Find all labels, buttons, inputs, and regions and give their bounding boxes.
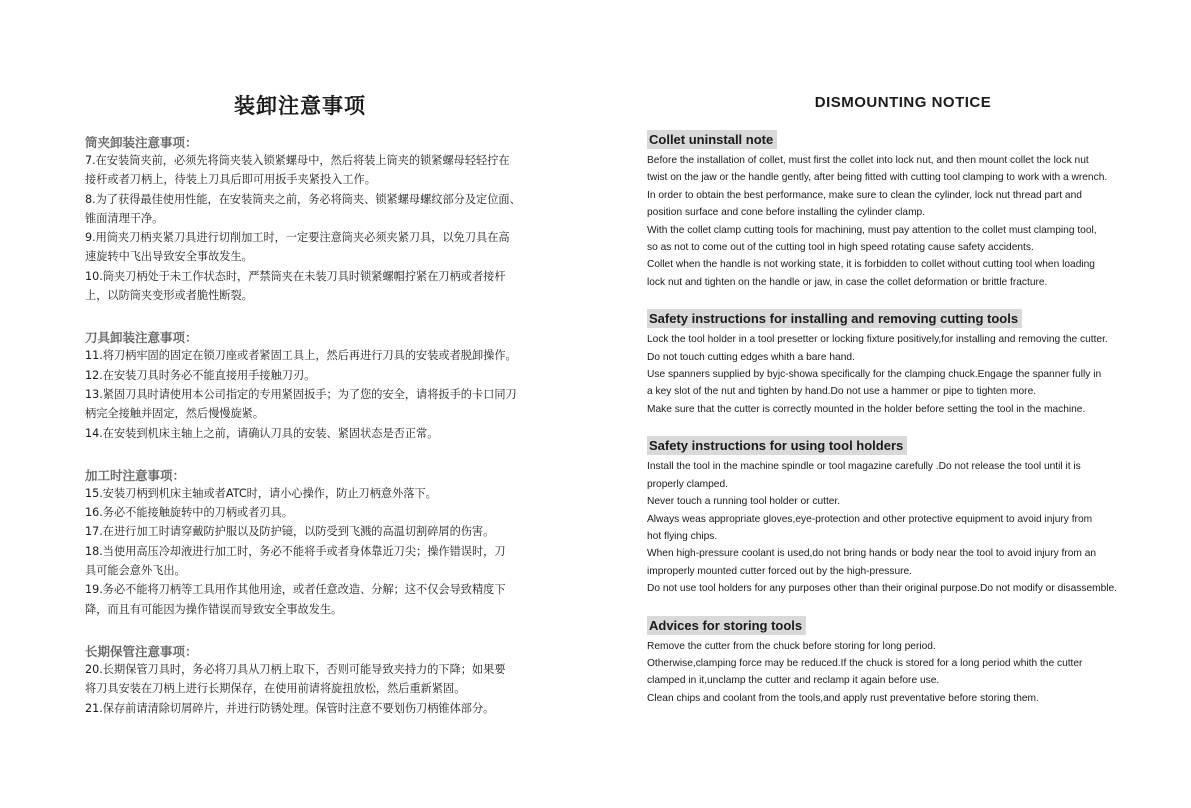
section-heading: Safety instructions for using tool holders bbox=[647, 436, 907, 455]
text-line: 上，以防筒夹变形或者脆性断裂。 bbox=[85, 289, 253, 303]
text-line: 锥面清理干净。 bbox=[85, 211, 164, 225]
english-section bbox=[647, 129, 1177, 291]
text-line: 16.务必不能接触旋转中的刀柄或者刃具。 bbox=[85, 506, 293, 520]
text-line: 具可能会意外飞出。 bbox=[85, 564, 186, 578]
text-line: 18.当使用高压冷却液进行加工时，务必不能将手或者身体靠近刀尖；操作错误时，刀 bbox=[85, 544, 506, 558]
english-section bbox=[647, 615, 1177, 708]
text-line: When high-pressure coolant is used,do not bring hands or body near the tool to avoid injury from an bbox=[647, 548, 1097, 560]
text-line: Always weas appropriate gloves,eye-protection and other protective equipment to avoid injury from bbox=[647, 513, 1093, 525]
text-line: 17.在进行加工时请穿戴防护服以及防护镜，以防受到飞溅的高温切割碎屑的伤害。 bbox=[85, 525, 495, 539]
section-heading: 加工时注意事项： bbox=[85, 467, 186, 483]
section-heading: 长期保管注意事项： bbox=[85, 643, 198, 659]
section-heading-wrap bbox=[85, 641, 565, 660]
english-section bbox=[647, 308, 1177, 418]
text-line: twist on the jaw or the handle gently, after being fitted with cutting tool clamping to work with a wrench. bbox=[647, 172, 1108, 184]
section-heading-wrap bbox=[647, 308, 1177, 331]
text-line: 柄完全接触并固定，然后慢慢旋紧。 bbox=[85, 407, 265, 421]
text-line: hot flying chips. bbox=[647, 530, 718, 542]
section-heading-wrap bbox=[647, 615, 1177, 638]
text-line: 降，而且有可能因为操作错误而导致安全事故发生。 bbox=[85, 602, 343, 616]
text-line: so as not to come out of the cutting tool in high speed rotating cause safety accidents. bbox=[647, 242, 1034, 254]
section-heading: 刀具卸装注意事项： bbox=[85, 330, 198, 346]
text-line: Install the tool in the machine spindle or tool magazine carefully .Do not release the tool until it is bbox=[647, 461, 1081, 473]
section-heading-wrap bbox=[647, 435, 1177, 458]
text-line: Do not use tool holders for any purposes other than their original purpose.Do not modify or disassemble. bbox=[647, 583, 1118, 595]
text-line: Never touch a running tool holder or cutter. bbox=[647, 496, 841, 508]
chinese-section bbox=[85, 327, 565, 442]
section-heading-wrap bbox=[647, 129, 1177, 152]
text-line: improperly mounted cutter forced out by the high-pressure. bbox=[647, 565, 913, 577]
chinese-section bbox=[85, 132, 565, 305]
section-heading: Collet uninstall note bbox=[647, 130, 777, 149]
section-heading-wrap bbox=[85, 465, 565, 484]
chinese-section bbox=[85, 641, 565, 718]
text-line: Use spanners supplied by byjc-showa specifically for the clamping chuck.Engage the spanner fully in bbox=[647, 369, 1102, 381]
text-line: 19.务必不能将刀柄等工具用作其他用途，或者任意改造、分解；这不仅会导致精度下 bbox=[85, 583, 506, 597]
section-heading: Advices for storing tools bbox=[647, 616, 806, 635]
text-line: 11.将刀柄牢固的固定在锁刀座或者紧固工具上，然后再进行刀具的安装或者脱卸操作。 bbox=[85, 349, 517, 363]
text-line: properly clamped. bbox=[647, 478, 728, 490]
text-line: 7.在安装筒夹前，必须先将筒夹装入锁紧螺母中，然后将装上筒夹的锁紧螺母轻轻拧在 bbox=[85, 154, 510, 167]
section-heading-wrap bbox=[85, 327, 565, 346]
english-section bbox=[647, 435, 1177, 597]
text-line: Lock the tool holder in a tool presetter or locking fixture positively,for installing and removing the cutter. bbox=[647, 334, 1108, 346]
chinese-sections bbox=[85, 132, 565, 718]
text-line: Make sure that the cutter is correctly mounted in the holder before setting the tool in the machine. bbox=[647, 403, 1086, 415]
text-line: Otherwise,clamping force may be reduced.If the chuck is stored for a long period whith the cutter bbox=[647, 657, 1083, 669]
text-line: 10.筒夹刀柄处于未工作状态时，严禁筒夹在未装刀具时锁紧螺帽拧紧在刀柄或者接杆 bbox=[85, 269, 506, 283]
section-heading: 筒夹卸装注意事项： bbox=[85, 135, 198, 150]
text-line: lock nut and tighten on the handle or jaw, in case the collet deformation or brittle fracture. bbox=[647, 276, 1048, 288]
text-line: 14.在安装到机床主轴上之前，请确认刀具的安装、紧固状态是否正常。 bbox=[85, 426, 439, 440]
text-line: Collet when the handle is not working state, it is forbidden to collet without cutting tool when loading bbox=[647, 259, 1095, 271]
text-line: 12.在安装刀具时务必不能直接用手接触刀刃。 bbox=[85, 368, 316, 382]
chinese-section bbox=[85, 465, 565, 619]
chinese-column bbox=[85, 90, 565, 740]
text-line: position surface and cone before installing the cylinder clamp. bbox=[647, 207, 926, 219]
text-line: 8.为了获得最佳使用性能，在安装筒夹之前，务必将筒夹、锁紧螺母螺纹部分及定位面、 bbox=[85, 192, 521, 206]
text-line: 20.长期保管刀具时，务必将刀具从刀柄上取下，否则可能导致夹持力的下降；如果要 bbox=[85, 662, 506, 676]
section-heading-wrap bbox=[85, 132, 565, 151]
text-line: 接杆或者刀柄上，待装上刀具后即可用扳手夹紧投入工作。 bbox=[85, 173, 376, 187]
text-line: 13.紧固刀具时请使用本公司指定的专用紧固扳手；为了您的安全，请将扳手的卡口同刀 bbox=[85, 387, 517, 401]
text-line: 9.用筒夹刀柄夹紧刀具进行切削加工时，一定要注意筒夹必须夹紧刀具，以免刀具在高 bbox=[85, 231, 510, 245]
text-line: In order to obtain the best performance, make sure to clean the cylinder, lock nut thread part and bbox=[647, 189, 1082, 201]
english-sections bbox=[647, 129, 1177, 707]
text-line: 速旋转中飞出导致安全事故发生。 bbox=[85, 250, 253, 264]
text-line: 15.安装刀柄到机床主轴或者ATC时，请小心操作，防止刀柄意外落下。 bbox=[85, 486, 437, 500]
text-line: a key slot of the nut and tighten by hand.Do not use a hammer or pipe to tighten more. bbox=[647, 386, 1037, 398]
chinese-title: 装卸注意事项 bbox=[234, 94, 366, 118]
text-line: 21.保存前请清除切屑碎片，并进行防锈处理。保管时注意不要划伤刀柄锥体部分。 bbox=[85, 701, 495, 715]
english-title: DISMOUNTING NOTICE bbox=[814, 94, 992, 111]
english-column bbox=[647, 94, 1177, 724]
text-line: Remove the cutter from the chuck before storing for long period. bbox=[647, 640, 936, 652]
section-heading: Safety instructions for installing and removing cutting tools bbox=[647, 309, 1022, 328]
text-line: Clean chips and coolant from the tools,and apply rust preventative before storing them. bbox=[647, 692, 1039, 704]
text-line: Before the installation of collet, must first the collet into lock nut, and then mount collet the lock nut bbox=[647, 155, 1089, 166]
text-line: With the collet clamp cutting tools for machining, must pay attention to the collet must clamping tool, bbox=[647, 224, 1097, 236]
text-line: Do not touch cutting edges whith a bare hand. bbox=[647, 351, 855, 363]
text-line: 将刀具安装在刀柄上进行长期保存，在使用前请将旋扭放松，然后重新紧固。 bbox=[85, 682, 466, 696]
text-line: clamped in it,unclamp the cutter and reclamp it again before use. bbox=[647, 675, 940, 687]
